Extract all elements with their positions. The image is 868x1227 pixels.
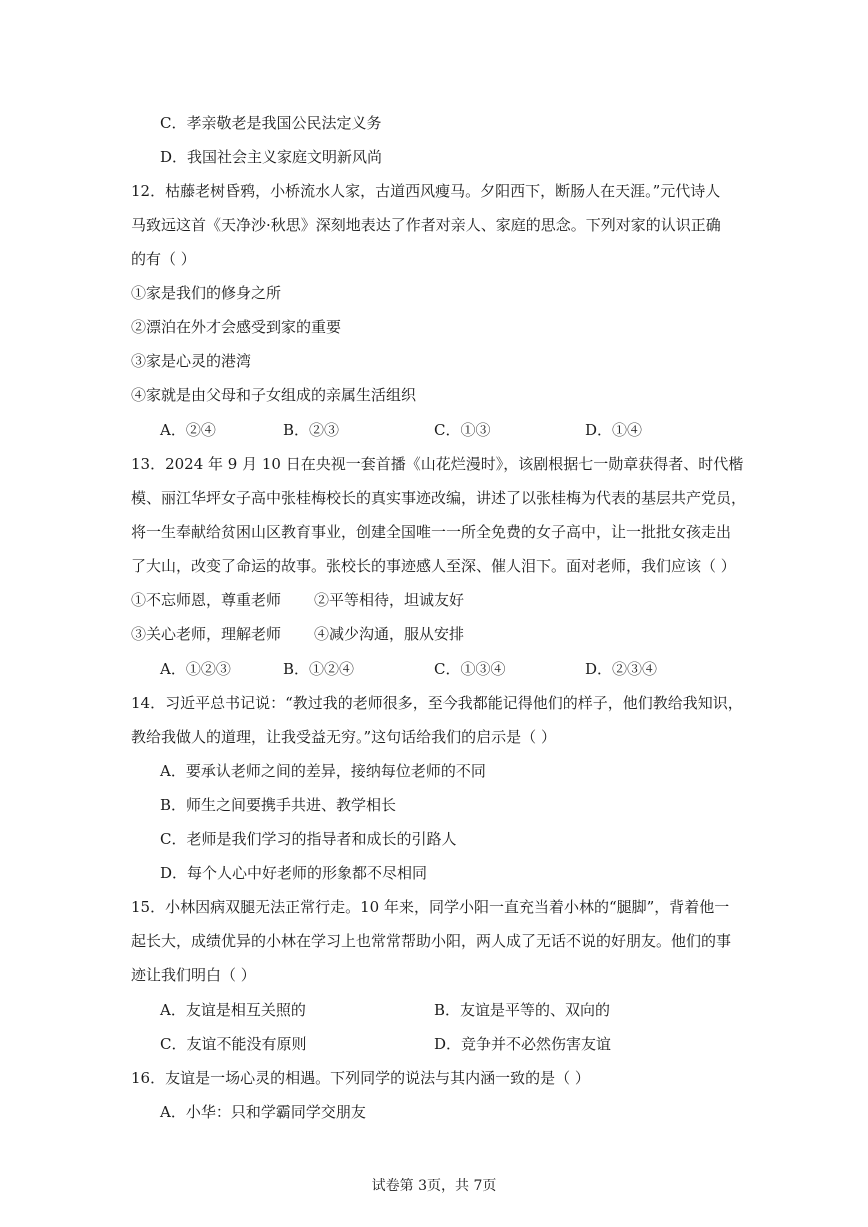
q15-option-c: C．友谊不能没有原则 — [160, 1035, 307, 1053]
q11-option-d: D．我国社会主义家庭文明新风尚 — [160, 148, 383, 166]
q15-options-row-1 — [0, 1000, 868, 1020]
q15-stem-line-3: 迹让我们明白（ ） — [131, 966, 256, 984]
q12-options — [0, 420, 868, 440]
q12-statement-3: ③家是心灵的港湾 — [131, 352, 252, 370]
q13-statement-3: ③关心老师，理解老师 — [131, 625, 282, 643]
q12-statement-4: ④家就是由父母和子女组成的亲属生活组织 — [131, 386, 417, 404]
q13-option-c: C．①③④ — [434, 660, 506, 678]
q12-option-a: A．②④ — [160, 421, 216, 439]
q16-stem-line-1: 16．友谊是一场心灵的相遇。下列同学的说法与其内涵一致的是（ ） — [131, 1069, 590, 1087]
q12-option-b: B．②③ — [283, 421, 340, 439]
q14-option-b: B．师生之间要携手共进、教学相长 — [160, 796, 397, 814]
q15-stem-line-1: 15．小林因病双腿无法正常行走。10 年来，同学小阳一直充当着小林的“腿脚”，背着他一 — [131, 898, 730, 916]
q12-stem-line-1: 12．枯藤老树昏鸦，小桥流水人家，古道西风瘦马。夕阳西下，断肠人在天涯。”元代诗人 — [131, 182, 721, 200]
page-footer: 试卷第 3页，共 7页 — [371, 1178, 497, 1194]
q11-option-c: C．孝亲敬老是我国公民法定义务 — [160, 114, 382, 132]
q13-statement-2: ②平等相待，坦诚友好 — [314, 591, 465, 609]
q15-option-d: D．竞争并不必然伤害友谊 — [434, 1035, 612, 1053]
q13-option-b: B．①②④ — [283, 660, 355, 678]
q12-stem-line-3: 的有（ ） — [131, 250, 196, 268]
q12-statement-1: ①家是我们的修身之所 — [131, 284, 282, 302]
q15-options-row-2 — [0, 1034, 868, 1054]
q13-stem-line-3: 将一生奉献给贫困山区教育事业，创建全国唯一一所全免费的女子高中，让一批批女孩走出 — [131, 523, 732, 541]
q14-option-d: D．每个人心中好老师的形象都不尽相同 — [160, 864, 428, 882]
q14-stem-line-1: 14．习近平总书记说：“教过我的老师很多，至今我都能记得他们的样子，他们教给我知识， — [131, 694, 743, 712]
q14-stem-line-2: 教给我做人的道理，让我受益无穷。”这句话给我们的启示是（ ） — [131, 728, 556, 746]
q13-stem-line-2: 模、丽江华坪女子高中张桂梅校长的真实事迹改编，讲述了以张桂梅为代表的基层共产党员， — [131, 489, 747, 507]
q13-stem-line-1: 13．2024 年 9 月 10 日在央视一套首播《山花烂漫时》，该剧根据七一勋章获得者、时代楷 — [131, 455, 744, 473]
q13-stem-line-4: 了大山，改变了命运的故事。张校长的事迹感人至深、催人泪下。面对老师，我们应该（ ） — [131, 557, 736, 575]
q13-statements-row-2 — [0, 624, 868, 644]
q13-statement-4: ④减少沟通，服从安排 — [314, 625, 465, 643]
q12-option-c: C．①③ — [434, 421, 491, 439]
q13-statements-row-1 — [0, 590, 868, 610]
q14-option-c: C．老师是我们学习的指导者和成长的引路人 — [160, 830, 457, 848]
q13-option-d: D．②③④ — [585, 660, 658, 678]
q12-option-d: D．①④ — [585, 421, 643, 439]
q16-option-a: A．小华：只和学霸同学交朋友 — [160, 1103, 366, 1121]
q13-option-a: A．①②③ — [160, 660, 231, 678]
q14-option-a: A．要承认老师之间的差异，接纳每位老师的不同 — [160, 762, 486, 780]
q15-stem-line-2: 起长大，成绩优异的小林在学习上也常常帮助小阳，两人成了无话不说的好朋友。他们的事 — [131, 932, 732, 950]
q15-option-a: A．友谊是相互关照的 — [160, 1001, 306, 1019]
q12-stem-line-2: 马致远这首《天净沙·秋思》深刻地表达了作者对亲人、家庭的思念。下列对家的认识正确 — [131, 216, 721, 234]
q12-statement-2: ②漂泊在外才会感受到家的重要 — [131, 318, 342, 336]
q15-option-b: B．友谊是平等的、双向的 — [434, 1001, 611, 1019]
q13-options — [0, 659, 868, 679]
q13-statement-1: ①不忘师恩，尊重老师 — [131, 591, 282, 609]
